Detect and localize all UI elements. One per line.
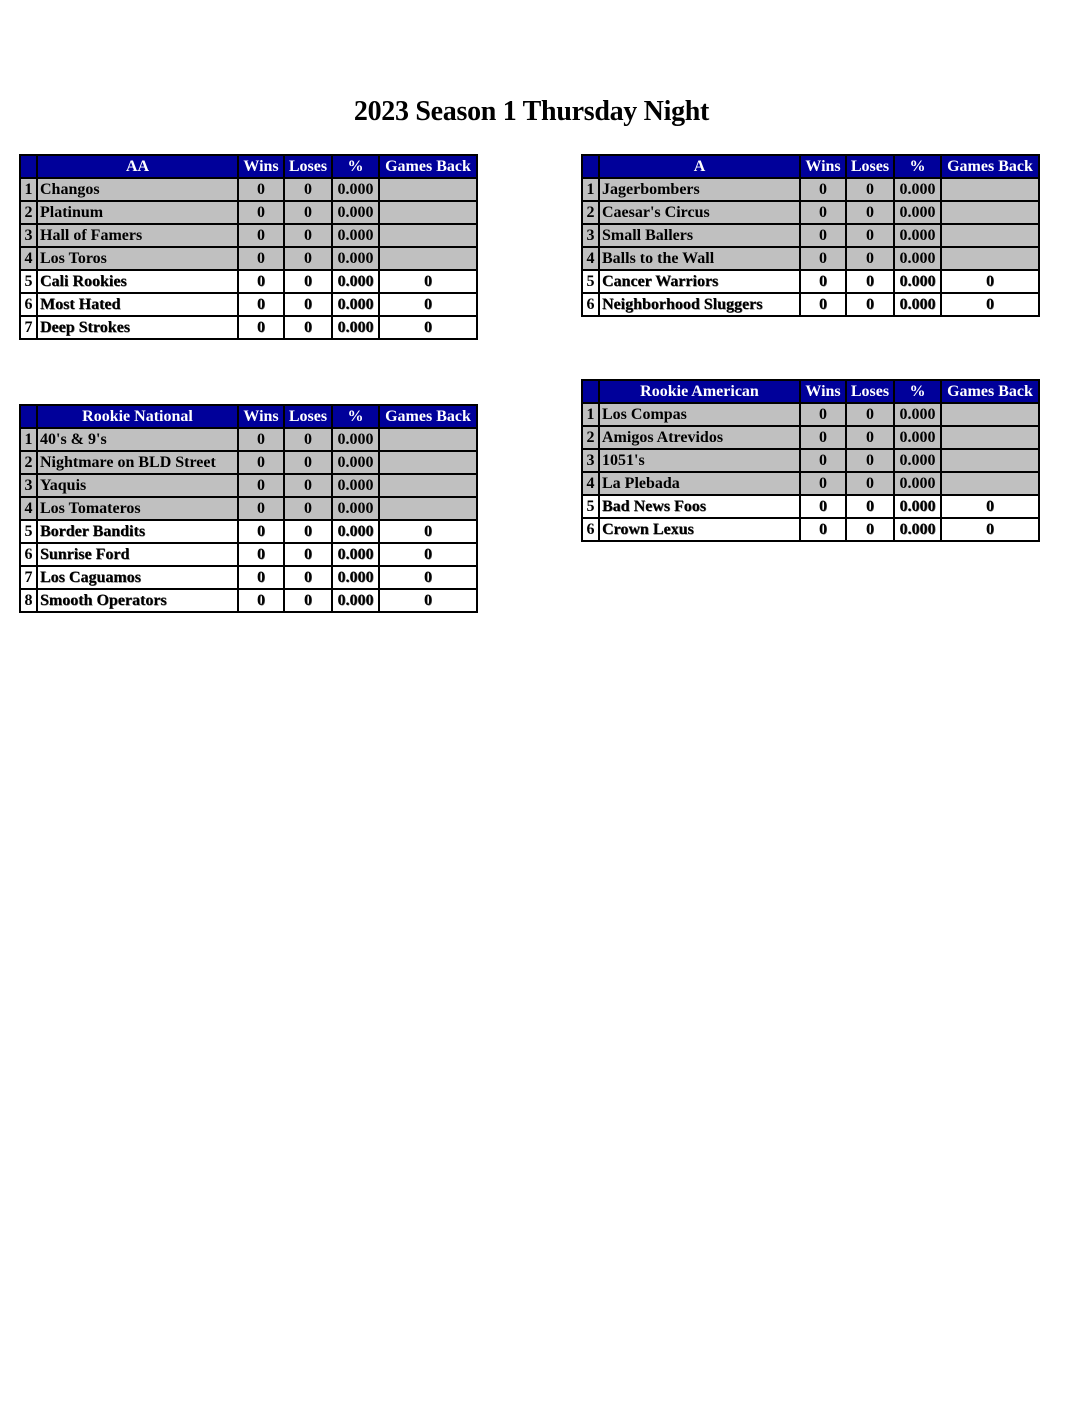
division-name: AA [37,155,238,178]
table-header-row [582,155,1039,178]
wins-value: 0 [238,451,284,474]
games-back-value [379,451,477,474]
rank-cell: 6 [582,518,599,541]
rank-header [582,155,599,178]
loses-header: Loses [846,155,894,178]
pct-value: 0.000 [332,543,379,566]
table-row [20,270,477,293]
loses-value: 0 [846,403,894,426]
division-name: Rookie National [37,405,238,428]
wins-value: 0 [800,293,846,316]
pct-value: 0.000 [894,426,941,449]
loses-value: 0 [284,201,332,224]
rank-cell: 3 [20,224,37,247]
rank-cell: 7 [20,316,37,339]
games-back-value [941,201,1039,224]
standings-table-aa [19,154,478,340]
loses-value: 0 [846,449,894,472]
games-back-value [941,247,1039,270]
pct-value: 0.000 [332,451,379,474]
team-name: Crown Lexus [599,518,800,541]
wins-value: 0 [238,270,284,293]
team-name: Los Toros [37,247,238,270]
division-name: Rookie American [599,380,800,403]
games-back-value [379,178,477,201]
pct-value: 0.000 [332,589,379,612]
wins-value: 0 [238,316,284,339]
games-back-value [941,178,1039,201]
games-back-value: 0 [379,543,477,566]
team-name: Most Hated [37,293,238,316]
loses-value: 0 [846,270,894,293]
loses-value: 0 [284,589,332,612]
games-back-value [379,224,477,247]
loses-value: 0 [846,472,894,495]
team-name: Smooth Operators [37,589,238,612]
games-back-value [379,247,477,270]
table-row [20,293,477,316]
wins-value: 0 [800,201,846,224]
table-row [582,293,1039,316]
loses-value: 0 [846,178,894,201]
loses-value: 0 [846,426,894,449]
table-row [582,495,1039,518]
pct-value: 0.000 [332,566,379,589]
rank-cell: 1 [582,403,599,426]
wins-value: 0 [800,449,846,472]
loses-value: 0 [284,247,332,270]
wins-value: 0 [800,495,846,518]
rank-cell: 2 [582,201,599,224]
rank-cell: 8 [20,589,37,612]
rank-cell: 6 [20,293,37,316]
division-name: A [599,155,800,178]
loses-value: 0 [284,497,332,520]
games-back-value [941,224,1039,247]
pct-value: 0.000 [894,224,941,247]
team-name: Deep Strokes [37,316,238,339]
rank-cell: 1 [20,428,37,451]
team-name: Nightmare on BLD Street [37,451,238,474]
wins-value: 0 [800,426,846,449]
rank-cell: 5 [582,270,599,293]
loses-value: 0 [284,543,332,566]
wins-value: 0 [238,178,284,201]
games-back-value [941,449,1039,472]
rank-cell: 7 [20,566,37,589]
team-name: Los Tomateros [37,497,238,520]
loses-value: 0 [284,270,332,293]
pct-value: 0.000 [332,247,379,270]
wins-value: 0 [238,589,284,612]
wins-value: 0 [238,247,284,270]
wins-header: Wins [800,155,846,178]
games-back-value [379,201,477,224]
pct-header: % [894,380,941,403]
pct-value: 0.000 [894,201,941,224]
games-back-value: 0 [379,566,477,589]
pct-value: 0.000 [894,270,941,293]
loses-value: 0 [846,224,894,247]
games-back-value [379,497,477,520]
loses-value: 0 [846,495,894,518]
pct-value: 0.000 [332,201,379,224]
pct-value: 0.000 [332,178,379,201]
table-row [20,497,477,520]
games-back-value: 0 [379,589,477,612]
table-row [582,426,1039,449]
pct-value: 0.000 [894,449,941,472]
team-name: Los Compas [599,403,800,426]
wins-value: 0 [238,293,284,316]
wins-value: 0 [800,178,846,201]
games-back-value: 0 [941,270,1039,293]
pct-value: 0.000 [332,224,379,247]
games-back-header: Games Back [379,405,477,428]
pct-header: % [894,155,941,178]
rank-cell: 4 [582,472,599,495]
rank-cell: 6 [582,293,599,316]
wins-value: 0 [800,247,846,270]
games-back-value: 0 [941,293,1039,316]
table-row [582,449,1039,472]
table-row [20,201,477,224]
loses-value: 0 [846,293,894,316]
loses-header: Loses [284,155,332,178]
table-row [582,201,1039,224]
wins-value: 0 [238,520,284,543]
loses-value: 0 [846,247,894,270]
loses-value: 0 [284,316,332,339]
games-back-header: Games Back [941,155,1039,178]
team-name: Jagerbombers [599,178,800,201]
table-row [20,224,477,247]
team-name: Platinum [37,201,238,224]
wins-value: 0 [238,201,284,224]
wins-value: 0 [238,474,284,497]
rank-cell: 3 [20,474,37,497]
rank-header [20,405,37,428]
team-name: Cancer Warriors [599,270,800,293]
rank-cell: 4 [20,497,37,520]
team-name: Amigos Atrevidos [599,426,800,449]
wins-header: Wins [238,405,284,428]
table-header-row [20,405,477,428]
wins-value: 0 [800,472,846,495]
games-back-value [941,403,1039,426]
standings-table-rookie-american [581,379,1040,542]
wins-value: 0 [800,518,846,541]
team-name: La Plebada [599,472,800,495]
pct-value: 0.000 [894,247,941,270]
table-row [582,178,1039,201]
table-row [582,518,1039,541]
wins-value: 0 [800,270,846,293]
pct-value: 0.000 [332,497,379,520]
games-back-value: 0 [379,293,477,316]
table-row [20,428,477,451]
games-back-value [379,474,477,497]
table-row [582,270,1039,293]
loses-value: 0 [284,474,332,497]
rank-header [20,155,37,178]
table-row [582,472,1039,495]
pct-value: 0.000 [332,428,379,451]
team-name: 40's & 9's [37,428,238,451]
team-name: Yaquis [37,474,238,497]
rank-cell: 4 [20,247,37,270]
rank-cell: 1 [20,178,37,201]
loses-value: 0 [284,224,332,247]
team-name: Bad News Foos [599,495,800,518]
table-row [20,316,477,339]
wins-value: 0 [238,428,284,451]
games-back-value [379,428,477,451]
games-back-value: 0 [379,520,477,543]
table-row [20,474,477,497]
games-back-value [941,426,1039,449]
pct-value: 0.000 [332,316,379,339]
rank-cell: 1 [582,178,599,201]
pct-value: 0.000 [894,472,941,495]
pct-value: 0.000 [332,270,379,293]
pct-header: % [332,155,379,178]
wins-value: 0 [238,497,284,520]
team-name: Cali Rookies [37,270,238,293]
pct-value: 0.000 [894,293,941,316]
rank-cell: 5 [20,270,37,293]
rank-header [582,380,599,403]
games-back-header: Games Back [941,380,1039,403]
table-row [20,566,477,589]
games-back-value: 0 [379,316,477,339]
rank-cell: 3 [582,224,599,247]
rank-cell: 5 [582,495,599,518]
rank-cell: 4 [582,247,599,270]
pct-value: 0.000 [894,495,941,518]
table-row [582,247,1039,270]
table-row [20,589,477,612]
wins-value: 0 [238,224,284,247]
loses-value: 0 [284,428,332,451]
table-row [20,520,477,543]
table-row [20,543,477,566]
pct-value: 0.000 [332,474,379,497]
standings-table-a [581,154,1040,317]
rank-cell: 3 [582,449,599,472]
loses-value: 0 [846,201,894,224]
team-name: Border Bandits [37,520,238,543]
loses-header: Loses [846,380,894,403]
games-back-value: 0 [941,495,1039,518]
games-back-value [941,472,1039,495]
team-name: Changos [37,178,238,201]
loses-value: 0 [284,178,332,201]
pct-header: % [332,405,379,428]
table-header-row [20,155,477,178]
table-row [582,224,1039,247]
table-row [20,247,477,270]
wins-value: 0 [800,403,846,426]
wins-header: Wins [238,155,284,178]
rank-cell: 6 [20,543,37,566]
pct-value: 0.000 [332,520,379,543]
team-name: Caesar's Circus [599,201,800,224]
loses-value: 0 [846,518,894,541]
loses-header: Loses [284,405,332,428]
team-name: Sunrise Ford [37,543,238,566]
team-name: 1051's [599,449,800,472]
wins-value: 0 [238,543,284,566]
standings-table-rookie-national [19,404,478,613]
wins-value: 0 [238,566,284,589]
games-back-header: Games Back [379,155,477,178]
pct-value: 0.000 [894,403,941,426]
games-back-value: 0 [379,270,477,293]
rank-cell: 5 [20,520,37,543]
table-row [20,178,477,201]
team-name: Hall of Famers [37,224,238,247]
loses-value: 0 [284,520,332,543]
rank-cell: 2 [20,201,37,224]
table-header-row [582,380,1039,403]
team-name: Small Ballers [599,224,800,247]
pct-value: 0.000 [894,518,941,541]
pct-value: 0.000 [894,178,941,201]
table-row [20,451,477,474]
wins-value: 0 [800,224,846,247]
games-back-value: 0 [941,518,1039,541]
loses-value: 0 [284,451,332,474]
loses-value: 0 [284,566,332,589]
loses-value: 0 [284,293,332,316]
table-row [582,403,1039,426]
team-name: Los Caguamos [37,566,238,589]
page-title: 2023 Season 1 Thursday Night [353,96,710,127]
team-name: Neighborhood Sluggers [599,293,800,316]
rank-cell: 2 [582,426,599,449]
pct-value: 0.000 [332,293,379,316]
wins-header: Wins [800,380,846,403]
team-name: Balls to the Wall [599,247,800,270]
rank-cell: 2 [20,451,37,474]
